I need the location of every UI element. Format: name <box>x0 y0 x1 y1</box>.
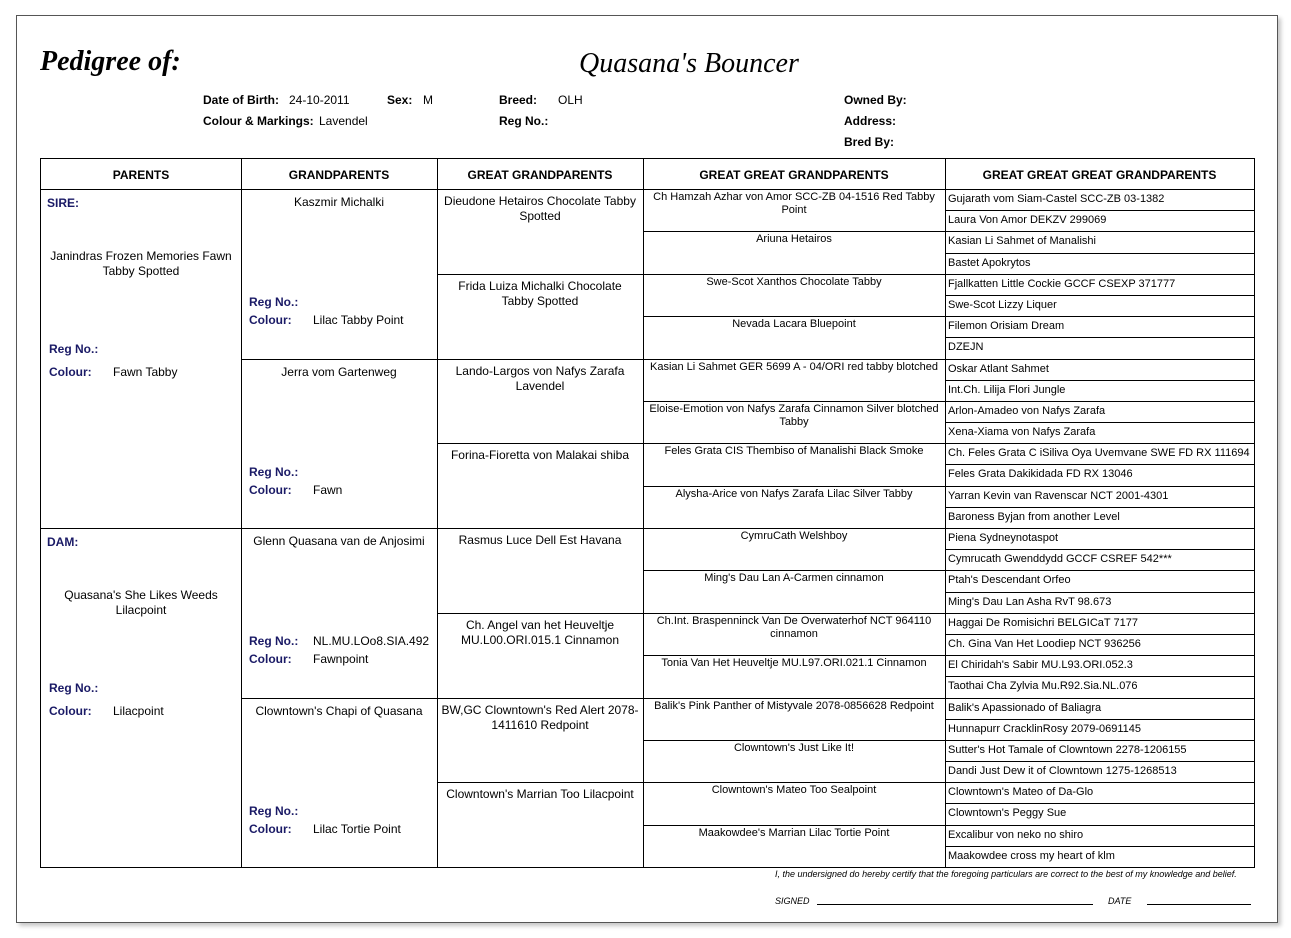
column-divider <box>437 159 438 867</box>
great-great-grandparent-name: Balik's Pink Panther of Mistyvale 2078-0856628 Redpoint <box>654 700 934 712</box>
great-great-grandparent-name: Eloise-Emotion von Nafys Zarafa Cinnamon Silver blotched Tabby <box>649 403 939 428</box>
column-header: GREAT GREAT GREAT GRANDPARENTS <box>982 168 1217 182</box>
row-divider <box>643 740 946 741</box>
great-grandparent-name: Frida Luiza Michalki Chocolate Tabby Spotted <box>458 279 622 308</box>
row-divider <box>643 231 946 232</box>
cat-name: Quasana's Bouncer <box>579 48 799 79</box>
great-great-great-grandparent-name: Gujarath vom Siam-Castel SCC-ZB 03-1382 <box>948 193 1165 205</box>
row-divider <box>241 698 438 699</box>
grandparent-colour-value: Lilac Tabby Point <box>313 313 404 327</box>
bred-by-label: Bred By: <box>844 135 895 149</box>
row-divider <box>945 295 1255 296</box>
great-great-great-grandparent-name: Baroness Byjan from another Level <box>948 511 1120 523</box>
great-great-great-grandparent-name: Arlon-Amadeo von Nafys Zarafa <box>948 405 1106 417</box>
row-divider <box>643 825 946 826</box>
row-divider <box>945 274 1255 275</box>
address-label: Address: <box>844 114 897 128</box>
great-great-great-grandparent-name: Ch. Feles Grata C iSiliva Oya Uvemvane SWE FD RX 111694 <box>948 447 1250 459</box>
great-great-great-grandparent-name: Dandi Just Dew it of Clowntown 1275-1268513 <box>948 765 1177 777</box>
row-divider <box>945 486 1255 487</box>
row-divider <box>945 782 1255 783</box>
great-great-great-grandparent-name: Clowntown's Mateo of Da-Glo <box>948 786 1094 798</box>
row-divider <box>945 740 1255 741</box>
column-header: GREAT GREAT GRANDPARENTS <box>699 168 889 182</box>
row-divider <box>945 231 1255 232</box>
grandparent-reg-value: NL.MU.LOo8.SIA.492 <box>313 634 430 648</box>
parent-colour-value: Fawn Tabby <box>113 365 178 379</box>
parent-name: Janindras Frozen Memories Fawn Tabby Spotted <box>50 249 232 278</box>
great-great-great-grandparent-name: Xena-Xiama von Nafys Zarafa <box>948 426 1096 438</box>
great-great-great-grandparent-name: Taothai Cha Zylvia Mu.R92.Sia.NL.076 <box>948 680 1138 692</box>
great-great-great-grandparent-name: Laura Von Amor DEKZV 299069 <box>948 214 1107 226</box>
row-divider <box>241 528 438 529</box>
parent-colour-value: Lilacpoint <box>113 704 164 718</box>
great-great-grandparent-name: Ariuna Hetairos <box>756 233 832 245</box>
date-label: DATE <box>1108 896 1132 906</box>
great-great-great-grandparent-name: Sutter's Hot Tamale of Clowntown 2278-1206155 <box>948 744 1187 756</box>
colour-label: Colour: <box>249 821 292 836</box>
great-great-great-grandparent-name: Swe-Scot Lizzy Liquer <box>948 299 1057 311</box>
row-divider <box>437 782 644 783</box>
row-divider <box>41 528 242 529</box>
great-great-grandparent-name: CymruCath Welshboy <box>740 530 848 542</box>
owned-by-label: Owned By: <box>844 93 907 107</box>
great-grandparent-name: Ch. Angel van het Heuveltje MU.L00.ORI.015.1 Cinnamon <box>460 618 620 647</box>
row-divider <box>945 634 1255 635</box>
great-great-great-grandparent-name: Oskar Atlant Sahmet <box>948 363 1049 375</box>
great-great-great-grandparent-name: Ch. Gina Van Het Loodiep NCT 936256 <box>948 638 1141 650</box>
row-divider <box>945 380 1255 381</box>
great-grandparent-name: BW,GC Clowntown's Red Alert 2078-1411610 Redpoint <box>441 703 639 732</box>
great-great-great-grandparent-name: El Chiridah's Sabir MU.L93.ORI.052.3 <box>948 659 1133 671</box>
row-divider <box>945 464 1255 465</box>
great-great-grandparent-name: Nevada Lacara Bluepoint <box>732 318 856 330</box>
page-title: Pedigree of: <box>40 46 181 77</box>
certify-text: I, the undersigned do hereby certify that the foregoing particulars are correct to the best of my knowledge and belief. <box>775 869 1237 879</box>
great-great-great-grandparent-name: Int.Ch. Lilija Flori Jungle <box>948 384 1066 396</box>
colour-markings-label: Colour & Markings: <box>203 114 314 128</box>
row-divider <box>945 570 1255 571</box>
row-divider <box>643 570 946 571</box>
great-great-grandparent-name: Ming's Dau Lan A-Carmen cinnamon <box>704 572 884 584</box>
row-divider <box>945 825 1255 826</box>
row-divider <box>643 443 946 444</box>
grandparent-name: Clowntown's Chapi of Quasana <box>255 703 423 718</box>
grandparent-name: Glenn Quasana van de Anjosimi <box>253 534 425 548</box>
signed-label: SIGNED <box>775 896 810 906</box>
row-divider <box>437 698 644 699</box>
great-great-great-grandparent-name: Excalibur von neko no shiro <box>948 829 1084 841</box>
great-great-great-grandparent-name: DZEJN <box>948 341 984 353</box>
great-great-great-grandparent-name: Yarran Kevin van Ravenscar NCT 2001-4301 <box>948 490 1169 502</box>
reg-no-label: Reg No.: <box>249 803 299 818</box>
colour-markings-value: Lavendel <box>319 114 368 128</box>
row-divider <box>643 528 946 529</box>
row-divider <box>945 507 1255 508</box>
row-divider <box>437 528 644 529</box>
header-divider <box>41 189 1254 190</box>
great-grandparent-name: Dieudone Hetairos Chocolate Tabby Spotted <box>444 194 636 223</box>
great-great-great-grandparent-name: Cymrucath Gwenddydd GCCF CSREF 542*** <box>948 553 1172 565</box>
row-divider <box>945 337 1255 338</box>
grandparent-name: Kaszmir Michalki <box>293 195 384 209</box>
sex-value: M <box>423 93 433 107</box>
column-header: PARENTS <box>112 168 170 182</box>
grandparent-name: Jerra vom Gartenweg <box>281 364 397 379</box>
column-header: GREAT GRANDPARENTS <box>467 168 613 182</box>
row-divider <box>643 274 946 275</box>
great-great-grandparent-name: Tonia Van Het Heuveltje MU.L97.ORI.021.1 Cinnamon <box>661 657 927 669</box>
dob-label: Date of Birth: <box>203 93 279 107</box>
great-great-great-grandparent-name: Fjallkatten Little Cockie GCCF CSEXP 371777 <box>948 278 1176 290</box>
reg-no-label: Reg No.: <box>249 634 299 648</box>
row-divider <box>945 253 1255 254</box>
column-divider <box>643 159 644 867</box>
parent-name: Quasana's She Likes Weeds Lilacpoint <box>64 588 218 617</box>
great-great-great-grandparent-name: Maakowdee cross my heart of klm <box>948 850 1115 862</box>
great-grandparent-name: Rasmus Luce Dell Est Havana <box>458 533 622 547</box>
colour-label: Colour: <box>249 652 292 666</box>
great-great-great-grandparent-name: Filemon Orisiam Dream <box>948 320 1065 332</box>
great-great-great-grandparent-name: Bastet Apokrytos <box>948 257 1031 269</box>
row-divider <box>945 761 1255 762</box>
sex-label: Sex: <box>387 93 413 107</box>
pedigree-sheet <box>16 15 1278 923</box>
row-divider <box>643 698 946 699</box>
row-divider <box>945 401 1255 402</box>
row-divider <box>643 401 946 402</box>
great-great-great-grandparent-name: Clowntown's Peggy Sue <box>948 807 1067 819</box>
row-divider <box>945 359 1255 360</box>
reg-no-label: Reg No.: <box>499 114 549 128</box>
great-great-great-grandparent-name: Feles Grata Dakikidada FD RX 13046 <box>948 468 1133 480</box>
great-great-grandparent-name: Alysha-Arice von Nafys Zarafa Lilac Silver Tabby <box>675 488 913 500</box>
row-divider <box>643 655 946 656</box>
great-great-grandparent-name: Ch Hamzah Azhar von Amor SCC-ZB 04-1516 Red Tabby Point <box>653 191 935 216</box>
row-divider <box>945 719 1255 720</box>
row-divider <box>241 359 438 360</box>
row-divider <box>945 316 1255 317</box>
date-line <box>1147 904 1251 905</box>
reg-no-label: Reg No.: <box>249 464 299 479</box>
great-great-grandparent-name: Kasian Li Sahmet GER 5699 A - 04/ORI red tabby blotched <box>649 361 938 373</box>
parent-role-label: SIRE: <box>47 196 80 210</box>
row-divider <box>945 613 1255 614</box>
row-divider <box>643 486 946 487</box>
reg-no-label: Reg No.: <box>49 342 99 356</box>
row-divider <box>437 443 644 444</box>
great-great-great-grandparent-name: Hunnapurr CracklinRosy 2079-0691145 <box>948 723 1142 735</box>
great-great-grandparent-name: Swe-Scot Xanthos Chocolate Tabby <box>706 276 882 288</box>
great-great-grandparent-name: Ch.Int. Braspenninck Van De Overwaterhof NCT 964110 cinnamon <box>656 615 932 640</box>
dob-value: 24-10-2011 <box>289 93 350 107</box>
signed-line <box>817 904 1093 905</box>
colour-label: Colour: <box>49 704 92 718</box>
parent-role-label: DAM: <box>47 535 79 549</box>
great-great-great-grandparent-name: Balik's Apassionado of Baliagra <box>948 702 1102 714</box>
row-divider <box>945 676 1255 677</box>
great-great-grandparent-name: Clowntown's Just Like It! <box>733 742 855 754</box>
great-great-great-grandparent-name: Ming's Dau Lan Asha RvT 98.673 <box>948 596 1112 608</box>
column-header: GRANDPARENTS <box>288 168 390 182</box>
row-divider <box>643 359 946 360</box>
row-divider <box>643 316 946 317</box>
great-great-grandparent-name: Maakowdee's Marrian Lilac Tortie Point <box>698 827 890 839</box>
great-great-great-grandparent-name: Haggai De Romisichri BELGICaT 7177 <box>948 617 1138 629</box>
row-divider <box>945 422 1255 423</box>
grandparent-colour-value: Fawn <box>313 482 343 497</box>
row-divider <box>945 655 1255 656</box>
great-great-great-grandparent-name: Ptah's Descendant Orfeo <box>948 574 1071 586</box>
grandparent-colour-value: Lilac Tortie Point <box>313 821 401 836</box>
great-grandparent-name: Clowntown's Marrian Too Lilacpoint <box>446 787 634 801</box>
row-divider <box>945 443 1255 444</box>
row-divider <box>643 782 946 783</box>
column-divider <box>241 159 242 867</box>
grandparent-colour-value: Fawnpoint <box>313 652 369 666</box>
row-divider <box>945 803 1255 804</box>
great-grandparent-name: Lando-Largos von Nafys Zarafa Lavendel <box>455 364 625 393</box>
pedigree-grid <box>40 158 1255 868</box>
row-divider <box>437 359 644 360</box>
reg-no-label: Reg No.: <box>49 681 99 695</box>
row-divider <box>643 613 946 614</box>
great-great-great-grandparent-name: Piena Sydneynotaspot <box>948 532 1059 544</box>
row-divider <box>437 274 644 275</box>
great-great-grandparent-name: Clowntown's Mateo Too Sealpoint <box>711 784 877 796</box>
reg-no-label: Reg No.: <box>249 295 299 309</box>
great-great-grandparent-name: Feles Grata CIS Thembiso of Manalishi Black Smoke <box>664 445 924 457</box>
row-divider <box>945 698 1255 699</box>
great-great-great-grandparent-name: Kasian Li Sahmet of Manalishi <box>948 235 1096 247</box>
row-divider <box>945 528 1255 529</box>
row-divider <box>945 549 1255 550</box>
great-grandparent-name: Forina-Fioretta von Malakai shiba <box>450 448 630 462</box>
row-divider <box>945 210 1255 211</box>
colour-label: Colour: <box>49 365 92 379</box>
row-divider <box>437 613 644 614</box>
breed-value: OLH <box>558 93 583 107</box>
colour-label: Colour: <box>249 482 292 497</box>
colour-label: Colour: <box>249 313 292 327</box>
breed-label: Breed: <box>499 93 538 107</box>
row-divider <box>945 592 1255 593</box>
row-divider <box>945 846 1255 847</box>
